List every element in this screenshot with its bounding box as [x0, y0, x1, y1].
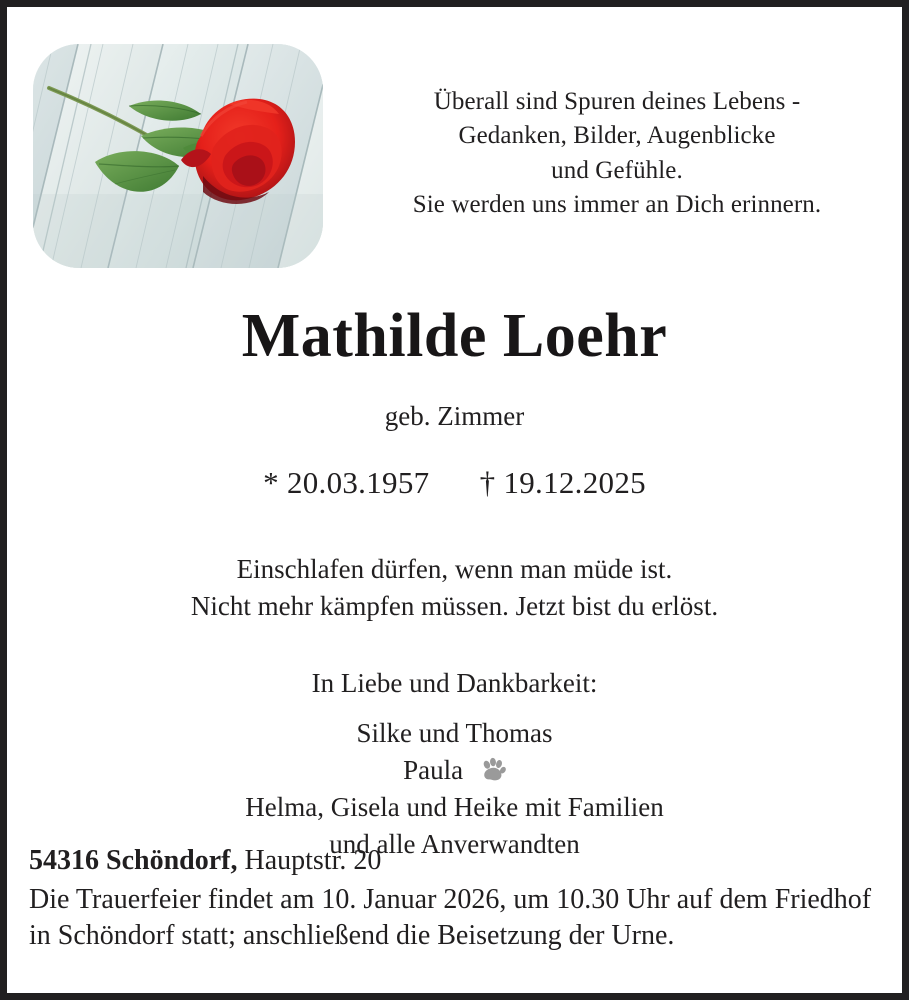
name-block	[7, 304, 902, 501]
rose-photo	[33, 44, 323, 268]
address-line	[29, 843, 880, 880]
mourner-name: und alle Anverwandten	[329, 829, 580, 860]
address-place: 54316 Schöndorf,	[29, 845, 238, 876]
mourner-name: Paula	[403, 754, 464, 785]
mourner-name: Helma, Gisela und Heike mit Familien	[245, 792, 664, 823]
birth-symbol: *	[263, 465, 279, 501]
mourners-block	[7, 668, 902, 864]
verse-middle-line-1: Einschlafen dürfen, wenn man müde ist.	[236, 554, 673, 585]
birth-date: 20.03.1957	[286, 465, 430, 501]
address-street: Hauptstr. 20	[237, 845, 382, 876]
rose-photo-image	[33, 44, 323, 268]
mourner-line	[7, 789, 902, 826]
verse-top-line-3: und Gefühle.	[551, 156, 683, 184]
verse-middle-line-2: Nicht mehr kämpfen müssen. Jetzt bist du erlöst.	[190, 591, 719, 622]
top-region	[7, 7, 902, 272]
mourner-line	[7, 715, 902, 752]
mourners-intro: In Liebe und Dankbarkeit:	[311, 667, 598, 698]
verse-top-line-2: Gedanken, Bilder, Augenblicke	[458, 122, 776, 150]
death-date: 19.12.2025	[503, 465, 646, 501]
middle-verse	[7, 551, 902, 626]
maiden-name: geb. Zimmer	[384, 401, 525, 432]
verse-top-line-1: Überall sind Spuren deines Lebens -	[433, 88, 801, 115]
deceased-name: Mathilde Loehr	[241, 302, 668, 370]
obituary-page	[7, 7, 902, 993]
opening-verse	[337, 85, 897, 222]
paw-print-icon	[480, 757, 506, 783]
funeral-details	[29, 843, 880, 955]
verse-top-line-4: Sie werden uns immer an Dich erinnern.	[412, 190, 822, 218]
mourner-line	[7, 752, 902, 789]
mourners-list	[7, 715, 902, 864]
life-dates	[7, 465, 902, 501]
ceremony-text: Die Trauerfeier findet am 10. Januar 2026, um 10.30 Uhr auf dem Friedhof in Schöndorf statt; anschließend die Beisetzung der Urne.	[29, 883, 872, 952]
death-symbol: †	[479, 465, 496, 501]
mourner-name: Silke und Thomas	[356, 717, 553, 748]
